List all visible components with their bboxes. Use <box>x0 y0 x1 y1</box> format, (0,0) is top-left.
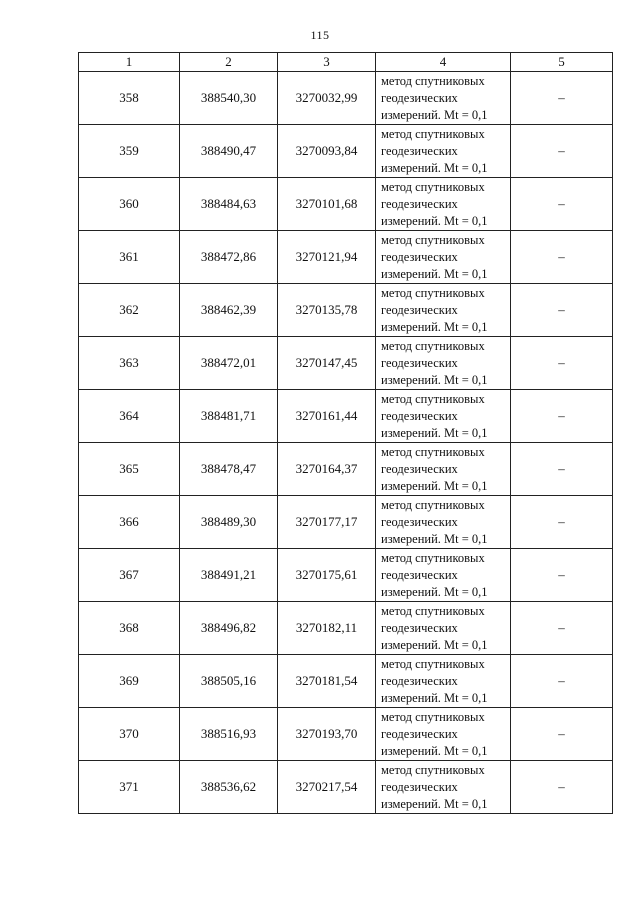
y-coordinate-cell: 3270181,54 <box>278 655 376 708</box>
method-line: геодезических <box>381 673 458 688</box>
table-header <box>79 53 613 72</box>
method-line: измерений. Mt = 0,1 <box>381 372 488 387</box>
point-number-cell: 363 <box>79 337 180 390</box>
description-cell: – <box>511 125 613 178</box>
method-line: метод спутниковых <box>381 762 485 777</box>
table-row <box>79 125 613 178</box>
method-line: измерений. Mt = 0,1 <box>381 743 488 758</box>
point-number-cell: 364 <box>79 390 180 443</box>
description-cell: – <box>511 231 613 284</box>
y-coordinate-cell: 3270182,11 <box>278 602 376 655</box>
table-row <box>79 443 613 496</box>
column-header-3: 3 <box>278 53 376 72</box>
method-cell <box>376 178 511 231</box>
method-line: геодезических <box>381 567 458 582</box>
method-cell <box>376 337 511 390</box>
description-cell: – <box>511 390 613 443</box>
method-line: метод спутниковых <box>381 126 485 141</box>
method-line: геодезических <box>381 779 458 794</box>
description-cell: – <box>511 284 613 337</box>
point-number-cell: 358 <box>79 72 180 125</box>
method-line: метод спутниковых <box>381 73 485 88</box>
y-coordinate-cell: 3270161,44 <box>278 390 376 443</box>
method-line: метод спутниковых <box>381 285 485 300</box>
y-coordinate-cell: 3270121,94 <box>278 231 376 284</box>
y-coordinate-cell: 3270177,17 <box>278 496 376 549</box>
x-coordinate-cell: 388490,47 <box>180 125 278 178</box>
table-body <box>79 72 613 814</box>
method-line: измерений. Mt = 0,1 <box>381 637 488 652</box>
table-row <box>79 284 613 337</box>
method-line: метод спутниковых <box>381 232 485 247</box>
method-line: геодезических <box>381 355 458 370</box>
method-line: геодезических <box>381 514 458 529</box>
method-cell <box>376 72 511 125</box>
description-cell: – <box>511 337 613 390</box>
x-coordinate-cell: 388505,16 <box>180 655 278 708</box>
method-line: измерений. Mt = 0,1 <box>381 107 488 122</box>
table-row <box>79 602 613 655</box>
table-row <box>79 178 613 231</box>
point-number-cell: 366 <box>79 496 180 549</box>
method-line: измерений. Mt = 0,1 <box>381 266 488 281</box>
method-cell <box>376 284 511 337</box>
method-line: геодезических <box>381 143 458 158</box>
point-number-cell: 361 <box>79 231 180 284</box>
method-line: метод спутниковых <box>381 550 485 565</box>
description-cell: – <box>511 72 613 125</box>
table-row <box>79 337 613 390</box>
y-coordinate-cell: 3270101,68 <box>278 178 376 231</box>
method-cell <box>376 231 511 284</box>
method-line: геодезических <box>381 249 458 264</box>
description-cell: – <box>511 549 613 602</box>
table-row <box>79 496 613 549</box>
x-coordinate-cell: 388472,01 <box>180 337 278 390</box>
method-line: измерений. Mt = 0,1 <box>381 690 488 705</box>
method-line: метод спутниковых <box>381 338 485 353</box>
table-row <box>79 231 613 284</box>
description-cell: – <box>511 761 613 814</box>
point-number-cell: 362 <box>79 284 180 337</box>
description-cell: – <box>511 708 613 761</box>
point-number-cell: 370 <box>79 708 180 761</box>
point-number-cell: 359 <box>79 125 180 178</box>
y-coordinate-cell: 3270217,54 <box>278 761 376 814</box>
method-cell <box>376 443 511 496</box>
y-coordinate-cell: 3270135,78 <box>278 284 376 337</box>
table-row <box>79 72 613 125</box>
method-cell <box>376 655 511 708</box>
x-coordinate-cell: 388472,86 <box>180 231 278 284</box>
x-coordinate-cell: 388481,71 <box>180 390 278 443</box>
method-line: измерений. Mt = 0,1 <box>381 319 488 334</box>
x-coordinate-cell: 388489,30 <box>180 496 278 549</box>
description-cell: – <box>511 655 613 708</box>
header-row <box>79 53 613 72</box>
point-number-cell: 367 <box>79 549 180 602</box>
method-line: измерений. Mt = 0,1 <box>381 796 488 811</box>
y-coordinate-cell: 3270093,84 <box>278 125 376 178</box>
method-line: геодезических <box>381 461 458 476</box>
column-header-1: 1 <box>79 53 180 72</box>
method-line: метод спутниковых <box>381 444 485 459</box>
description-cell: – <box>511 602 613 655</box>
point-number-cell: 360 <box>79 178 180 231</box>
method-line: геодезических <box>381 90 458 105</box>
method-cell <box>376 390 511 443</box>
method-line: геодезических <box>381 196 458 211</box>
method-line: геодезических <box>381 726 458 741</box>
point-number-cell: 371 <box>79 761 180 814</box>
y-coordinate-cell: 3270164,37 <box>278 443 376 496</box>
x-coordinate-cell: 388478,47 <box>180 443 278 496</box>
y-coordinate-cell: 3270193,70 <box>278 708 376 761</box>
description-cell: – <box>511 443 613 496</box>
x-coordinate-cell: 388516,93 <box>180 708 278 761</box>
y-coordinate-cell: 3270147,45 <box>278 337 376 390</box>
table-row <box>79 655 613 708</box>
method-line: измерений. Mt = 0,1 <box>381 160 488 175</box>
point-number-cell: 365 <box>79 443 180 496</box>
y-coordinate-cell: 3270032,99 <box>278 72 376 125</box>
method-line: геодезических <box>381 408 458 423</box>
method-line: метод спутниковых <box>381 179 485 194</box>
method-cell <box>376 549 511 602</box>
column-header-4: 4 <box>376 53 511 72</box>
method-line: геодезических <box>381 302 458 317</box>
x-coordinate-cell: 388491,21 <box>180 549 278 602</box>
method-cell <box>376 602 511 655</box>
method-line: измерений. Mt = 0,1 <box>381 584 488 599</box>
method-line: метод спутниковых <box>381 391 485 406</box>
x-coordinate-cell: 388540,30 <box>180 72 278 125</box>
table-row <box>79 390 613 443</box>
method-cell <box>376 761 511 814</box>
x-coordinate-cell: 388496,82 <box>180 602 278 655</box>
table-row <box>79 761 613 814</box>
method-line: геодезических <box>381 620 458 635</box>
description-cell: – <box>511 178 613 231</box>
y-coordinate-cell: 3270175,61 <box>278 549 376 602</box>
method-cell <box>376 496 511 549</box>
method-line: метод спутниковых <box>381 709 485 724</box>
x-coordinate-cell: 388484,63 <box>180 178 278 231</box>
method-line: метод спутниковых <box>381 497 485 512</box>
method-line: измерений. Mt = 0,1 <box>381 531 488 546</box>
method-line: измерений. Mt = 0,1 <box>381 478 488 493</box>
column-header-2: 2 <box>180 53 278 72</box>
point-number-cell: 369 <box>79 655 180 708</box>
x-coordinate-cell: 388462,39 <box>180 284 278 337</box>
description-cell: – <box>511 496 613 549</box>
method-cell <box>376 708 511 761</box>
method-line: метод спутниковых <box>381 603 485 618</box>
page-number: 115 <box>310 28 330 42</box>
coordinates-table <box>78 52 613 814</box>
method-line: измерений. Mt = 0,1 <box>381 425 488 440</box>
method-line: измерений. Mt = 0,1 <box>381 213 488 228</box>
table-row <box>79 549 613 602</box>
x-coordinate-cell: 388536,62 <box>180 761 278 814</box>
table-row <box>79 708 613 761</box>
method-line: метод спутниковых <box>381 656 485 671</box>
column-header-5: 5 <box>511 53 613 72</box>
method-cell <box>376 125 511 178</box>
point-number-cell: 368 <box>79 602 180 655</box>
